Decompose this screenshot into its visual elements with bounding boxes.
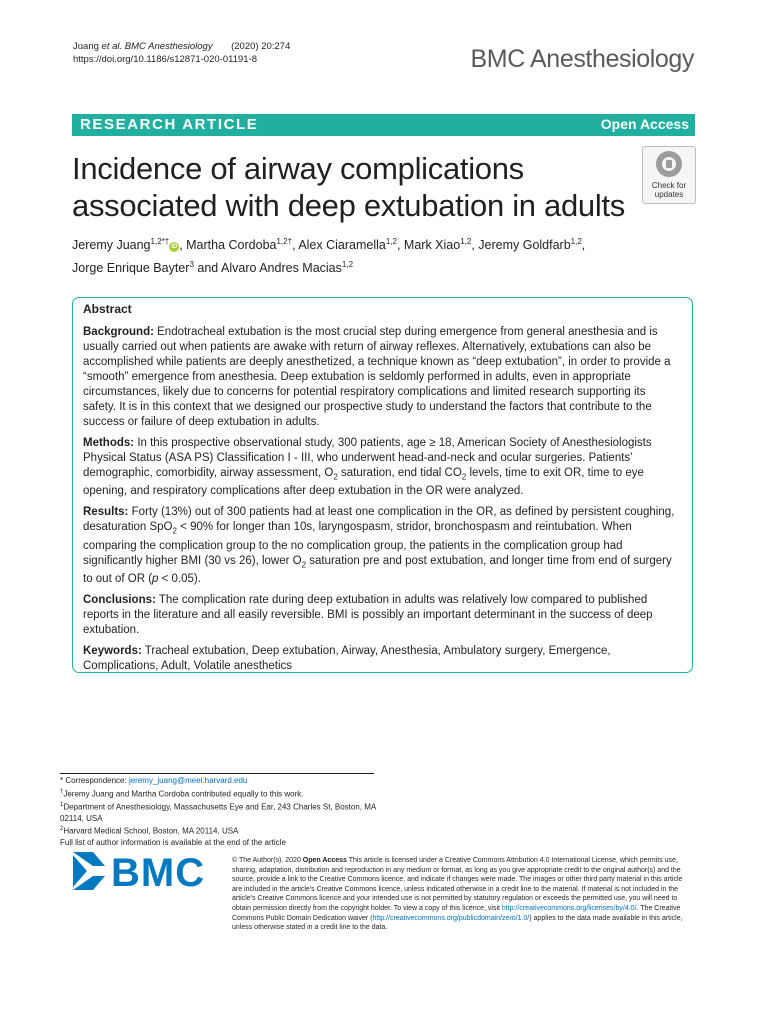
bmc-logo (73, 852, 221, 890)
author-affiliation: 1,2 (460, 237, 472, 246)
subscript: 2 (301, 559, 307, 569)
affiliation-number: 1 (60, 801, 64, 808)
methods-text: In this prospective observational study, 300 patients, age ≥ 18, American Society of Anesthesiologists Physical Status (ASA PS) Classification I - III, who underwent head-and-neck and ocular surgeries. Patients’ demographic, comorbidity, airway assessment, O (83, 437, 652, 479)
equal-contribution-text: Jeremy Juang and Martha Cordoba contributed equally to this work. (63, 789, 304, 799)
correspondence-label: * Correspondence: (60, 776, 129, 785)
footnote-divider (60, 773, 374, 774)
footnotes (60, 775, 390, 849)
citation-header (73, 40, 290, 66)
affiliation-text: Department of Anesthesiology, Massachusetts Eye and Ear, 243 Charles St, Boston, MA 02114, USA (60, 802, 376, 823)
affiliation-2 (60, 824, 390, 837)
background-text: Endotracheal extubation is the most crucial step during emergence from general anesthesia and is usually carried out when patients are awake with return of airway reflexes. Alternatively, extubations can also be accomplished while patients are deeply anesthetized, a technique known as “deep extubation”, in order to provide a “smooth” emergence from anesthesia. Deep extubation is seldomly performed in adults, even in appropriate circumstances, likely due to concerns for potential respiratory complications and limited research supporting its safety. It is in this context that we designed our prospective study to understand the factors that contribute to the success or failure of deep extubation in adults. (83, 326, 671, 428)
author-name[interactable]: Jorge Enrique Bayter (72, 261, 190, 276)
bmc-logo-text: BMC (111, 852, 206, 890)
affiliation-text: Harvard Medical School, Boston, MA 20114, USA (63, 826, 239, 836)
author-list (72, 232, 692, 278)
methods-text: saturation, end tidal CO (337, 467, 462, 479)
check-for-updates-icon (656, 151, 682, 177)
citation-year: (2020) 20:274 (231, 41, 291, 52)
bmc-logo-mark (73, 852, 105, 890)
keywords-label: Keywords: (83, 644, 142, 657)
abstract-conclusions (83, 593, 681, 638)
results-text: Forty (13%) out of 300 patients had at least one complication in the OR, as defined by persistent coughing, desaturation SpO (83, 506, 675, 534)
full-author-info-note: Full list of author information is available at the end of the article (60, 838, 286, 848)
journal-name: BMC Anesthesiology (470, 45, 694, 73)
author-affiliation: 1,2 (385, 237, 397, 246)
citation-journal: et al. BMC Anesthesiology (101, 41, 213, 52)
cc-by-license-link[interactable]: http://creativecommons.org/licenses/by/4.0/ (501, 904, 637, 912)
p-value-symbol: p (152, 572, 159, 585)
subscript: 2 (461, 472, 467, 482)
results-text: < 90% for longer than 10s, laryngospasm, stridor, bronchospasm and reintubation. When comparing the complication group to the no complication group, the patients in the complication group had significantly higher BMI (30 vs 26), lower O (83, 521, 632, 567)
check-for-updates-line2: updates (654, 190, 684, 199)
research-article-label: RESEARCH ARTICLE (80, 116, 259, 133)
cc0-waiver-link[interactable]: http://creativecommons.org/publicdomain/zero/1.0/ (372, 914, 530, 922)
author-name[interactable]: Jeremy Juang (72, 238, 151, 253)
results-text: < 0.05). (158, 572, 201, 585)
author-name[interactable]: and Alvaro Andres Macias (193, 261, 342, 276)
abstract-content (83, 302, 681, 680)
conclusions-text: The complication rate during deep extubation in adults was relatively low compared to published reports in the literature and all easily reversible. BMI is possibly an important determinant in the success of deep extubation. (83, 593, 653, 636)
check-for-updates-badge[interactable] (642, 146, 696, 204)
affiliation-1 (60, 800, 390, 825)
abstract-heading: Abstract (83, 302, 132, 316)
license-text: . The Creative Commons Public Domain Dedication waiver ( (232, 904, 681, 922)
methods-text: levels, time to exit OR, time to eye opening, and respiratory complications after deep extubation in the OR were analyzed. (83, 467, 644, 498)
abstract-keywords (83, 644, 681, 674)
license-text: ) applies to the data made available in this article, unless otherwise stated in a credit line to the data. (232, 914, 683, 932)
results-label: Results: (83, 506, 129, 519)
author-separator: , (581, 238, 586, 253)
check-for-updates-text (643, 181, 695, 199)
article-title: Incidence of airway complications associated with deep extubation in adults (72, 151, 625, 223)
author-name[interactable]: , Jeremy Goldfarb (471, 238, 571, 253)
equal-contribution-note (60, 787, 390, 800)
author-name[interactable]: , Mark Xiao (396, 238, 461, 253)
author-affiliation: 1,2 (341, 260, 354, 270)
abstract-box (72, 297, 693, 673)
affiliation-number: 2 (60, 826, 64, 833)
author-name[interactable]: , Martha Cordoba (179, 238, 277, 253)
correspondence-email-link[interactable]: jeremy_juang@meei.harvard.edu (128, 776, 248, 785)
author-name[interactable]: , Alex Ciaramella (292, 238, 386, 253)
keywords-text: Tracheal extubation, Deep extubation, Airway, Anesthesia, Ambulatory surgery, Emergence, Complications, Adult, Volatile anesthetics (83, 644, 611, 672)
dagger-symbol: † (60, 788, 64, 795)
author-affiliation: 3 (189, 260, 194, 270)
results-text: saturation pre and post extubation, and longer time from end of surgery to out of OR ( (83, 554, 672, 585)
author-affiliation: 1,2 (570, 237, 582, 246)
open-access-label: Open Access (600, 116, 689, 132)
subscript: 2 (172, 526, 177, 536)
subscript: 2 (333, 472, 338, 482)
abstract-background (83, 325, 681, 430)
license-statement (232, 856, 692, 933)
author-affiliation: 1,2† (276, 237, 293, 246)
citation-authors: Juang (73, 41, 102, 52)
background-label: Background: (83, 326, 154, 338)
methods-label: Methods: (83, 437, 135, 449)
check-for-updates-line1: Check for (651, 181, 687, 190)
abstract-results (83, 505, 681, 587)
citation-line (73, 40, 290, 53)
correspondence (60, 775, 390, 787)
orcid-icon[interactable]: iD (171, 244, 178, 251)
open-access-bold: Open Access (302, 857, 347, 864)
license-text: This article is licensed under a Creative Commons Attribution 4.0 International License, which permits use, sharing, adaptation, distribution and reproduction in any medium or format, as long as you give appropriate credit to the original author(s) and the source, provide a link to the Creative Commons licence, and indicate if changes were made. The images or other third party material in this article are included in the article's Creative Commons licence, unless indicated otherwise in a credit line to the material. If material is not included in the article's Creative Commons licence and your intended use is not permitted by statutory regulation or exceeds the permitted use, you will need to obtain permission directly from the copyright holder. To view a copy of this licence, visit (232, 857, 683, 912)
doi-link[interactable]: https://doi.org/10.1186/s12871-020-01191-8 (73, 54, 257, 65)
copyright-text: © The Author(s). 2020 (232, 857, 303, 864)
abstract-methods (83, 436, 681, 499)
conclusions-label: Conclusions: (83, 593, 156, 606)
author-affiliation: 1,2*† (150, 237, 170, 246)
